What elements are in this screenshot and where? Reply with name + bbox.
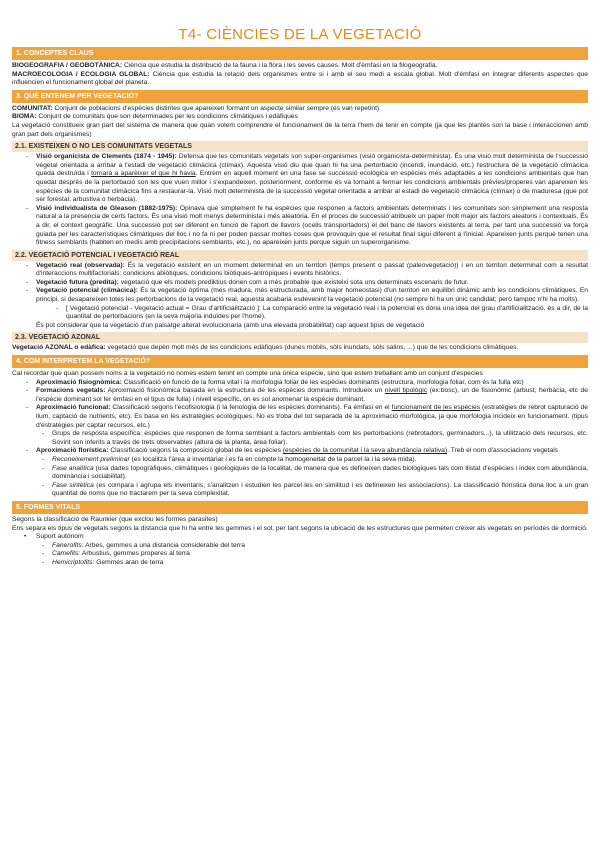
term-macroecology: MACROECOLOGIA / ECOLOGIA GLOBAL: [12, 70, 150, 78]
paragraph-azonal [12, 344, 588, 353]
note-altered-landscape: És pot considerar que la vegetació d'un paisatge alterat evolucionaria (amb una elevada probabilitat) cap aquest tipus de vegetació [36, 321, 425, 329]
list-item-floristic [12, 447, 588, 456]
section-header-vegetation: 3. QUÈ ENTENEM PER VEGETACIÓ? [12, 90, 588, 103]
term-fanerofits: Fanerofits: [52, 541, 84, 549]
text-clements: Defensa que les comunitats vegetals son super-organismes (visió organicista-determinista). És una visió molt determinista de l'successió vegetal orientada a arribar a l'estadi de vegetació climàcica (clímax). Aquesta visió diu que quan hi ha una pertorbació (incendi, inundació, etc.) l'estructura de la vegetació climàcica queda destruïda i [36, 153, 588, 178]
paragraph-biogeography [12, 62, 588, 71]
section-header-interpret: 4. COM INTERPRETEM LA VEGETACIÓ? [12, 355, 588, 368]
paragraph-interpret-intro: Cal recordar que quan possem noms a la vegetació no nomes estem tenint en compte una única especie, sino que estem treballant amb un conjunt d'especies [12, 370, 483, 378]
text-biome: Conjunt de comunitats que son determinades per les condicions climàtiques i edàfiques [36, 113, 298, 121]
term-analytic: Fase analítica [52, 464, 94, 472]
term-real-vegetation: Vegetació real (observada): [36, 261, 125, 269]
underline-functional: funcionament de les espècies [391, 404, 481, 412]
list-item-formations [12, 387, 588, 404]
paragraph-raunkier: Segons la classificació de Raunkier (que exclou les formes parasites) [12, 515, 218, 523]
term-biogeography: BIOGEOGRAFIA / GEOBOTÀNICA: [12, 62, 123, 69]
term-functional: Aproximació funcional: [36, 404, 111, 412]
bullet-autonomous-support: • Suport autònom [12, 533, 588, 542]
text-floristic: Classificació segons la composició global de les espècies [108, 447, 283, 455]
text-analytic: (usa dades topogràfiques, climàtiques i geològiques de la localitat, de manera que es defineixen dades biològiques tals com llistat d'espècies i index com abundància, dominància i sociabilitat). [52, 464, 588, 481]
term-preliminary: Reconeixement preliminar [52, 455, 130, 463]
page-title: T4- CIÈNCIES DE LA VEGETACIÓ [178, 26, 422, 43]
term-clements: Visió organicista de Clements (1874 - 1945): [36, 153, 177, 161]
paragraph-vegetation-system: La vegetació constitueix gran part del sistema de manera que quan volem comprendre el funcionament de la terra l'hem de tenir en compte (ja que les plantes son la base i interaccionen amb gran part dels organismes) [12, 121, 588, 138]
subsection-header-azonal: 2.3. VEGETACIÓ AZONAL [12, 332, 588, 343]
document-page [12, 0, 588, 568]
term-floristic: Aproximació florística: [36, 447, 109, 455]
term-future-vegetation: Vegetació futura (predita): [36, 278, 119, 286]
text-biogeography: Ciència que estudia la distribució de la fauna i la flora i les seves causes. Molt d'èmfasi en la filogeografia. [122, 62, 438, 69]
text-formations: Aproximació fisionòmica basada en la estructura de les espècies dominants. Introdueix un [105, 387, 385, 395]
term-potential-vegetation: Vegetació potencial (climàcica): [36, 287, 138, 295]
term-camefits: Camefits: [52, 550, 81, 558]
term-biome: BIOMA: [12, 113, 37, 121]
text-real-vegetation: És la vegetació existent en un moment determinat en un territori (temps present o passat (paleovegetació)) i en un territori determinat com a resultat d'interaccions multifactorials: condicions abiòtiques, condicions biòtiques-antròpiques i events històrics. [36, 261, 588, 278]
text-future-vegetation: vegetació que els models prediktius donen com a més probable que existeixi sota uns determinats escenaris de futur. [118, 278, 469, 286]
term-azonal: Vegetació AZONAL o edàfica: [12, 344, 106, 352]
text-preliminary: (es localitza l'àrea a inventariar i es fa en compte la homogeneitat de la parcel·la i la seva mida). [129, 455, 417, 463]
list-item-potential-vegetation [12, 287, 588, 304]
nested-item-hemicriptofits [12, 559, 588, 568]
text-fanerofits: Arbes, gemmes a una distancia considerable del terra [83, 541, 245, 549]
underline-formations: nivell tipològic [384, 387, 428, 395]
text-camefits: Arbustius, gemmes properes al terra [80, 550, 190, 558]
nested-item-preliminary [12, 456, 588, 465]
nested-item-camefits [12, 550, 588, 559]
text-community: Conjunt de poblacions d'espècies distintes que apareixen formant un aspecte similar sempre (és van repetint) [52, 104, 380, 112]
nested-item-fanerofits [12, 542, 588, 551]
section-header-life-forms: 5. FORMES VITALS [12, 501, 588, 514]
underline-clements: tornarà a aparèixer el que hi havia [91, 170, 196, 178]
list-item-gleason [12, 205, 588, 248]
underline-floristic: (espècies de la comunitat i la seva abundància relativa) [282, 447, 448, 455]
text-gleason: Opinava que simplement hi ha espècies que responen a factors ambientals determinats i les comunitats son simplement una resposta natural a la presencia de certs factors. És una visió molt menys determinista i més aleatòria. En el proces de successió atribueix un paper molt major als factors aleatoris i contextuals. És a dir, el context geogràfic. Una successió pot ser diferent en funció de l'aport de llavors (ocells transportadors) el del banc de llavors existents al terra, per tant una successió va força guiada per les característiques climàtiques del lloc i no fa ni per poden passar moltes coses que provoquin que el resultat final sigui diferent a l'inicial. Apareixen junts perquè tenen una fitness semblants (habiten en medis amb precipitacions semblants, etc.), no apareixen junts perque siguin un superorganisme. [36, 204, 588, 247]
text-potential-vegetation: És la vegetació òptima (més madura, més estructurada, amb major homeostasi) d'un territori en equilibri dinàmic amb les condicions climàtiques. En principi, si desapareixen totes les pertorbacions de la vegetació real, aquesta acabaria esdevenint la vegetació potencial (no sempre hi ha un únic candidat; però tampoc n'hi ha molts). [36, 287, 589, 304]
term-gleason: Visió individualista de Gleason (1882-1975): [36, 204, 178, 212]
text-azonal: vegetació que depèn molt més de les condicions edàfiques (dunes mòbils, sòls inundats, sòls salins, ...) que de les condicions climàtiques. [105, 344, 519, 352]
term-physiognomic: Aproximació fisiognòmica: [36, 378, 122, 386]
list-item-physiognomic [12, 379, 588, 388]
text-physiognomic: Classificació en funció de la forma vital i la morfologia foliar de les espècies dominants (estructura, morfologia foliar, com és la fulla etc) [121, 378, 524, 386]
subsection-header-potential-real: 2.2. VEGETACIÓ POTENCIAL I VEGETACIÓ REAL [12, 250, 588, 261]
nested-item-response-groups: - Grups de resposta específica: espècies que responen de forma semblant a factors ambientals com les pertorbacions (rebrotadors, germinadors...), la utilització dels recursos, etc. Sovint son inferits a través de trets observables (altura de la planta, àrea foliar). [12, 430, 588, 447]
subsection-header-communities: 2.1. EXISTEIXEN O NO LES COMUNITATS VEGETALS [12, 141, 588, 152]
nested-item-artificialization: - [ Vegetació potencial - Vegetació actual = Grau d'artificialització ]: La comparació entre la vegetació real i la potencial es dóna una idea del grau d'artificialització, és a dir, de la quantitat de pertorbacions (en la seva majoria induïdes per l'home). [12, 305, 588, 322]
paragraph-gemmes: Ens separa els tipus de vegetals segons la distancia que hi ha entre les gemmes i el sol, per tant segons la ubicació de les estructures que permeten créixer als vegetals en períodes de dormició. [12, 524, 588, 532]
paragraph-community [12, 105, 588, 114]
text-macroecology: Ciència que estudia la relació dels organismes entre si i amb el seu medi a escala global. Molt d'èmfasi en integrar diferents aspectes que influencien el funcionament global del planeta. [12, 70, 588, 87]
text-floristic-2: . Treb el nom d'associacions vegetals [447, 447, 559, 455]
section-header-concepts: 1. CONCEPTES CLAUS [12, 47, 588, 60]
term-hemicriptofits: Hemicriptofits: [52, 558, 95, 566]
paragraph-macroecology [12, 71, 588, 88]
list-item-clements [12, 153, 588, 205]
text-hemicriptofits: Gemmes aran de terra [94, 558, 164, 566]
nested-item-analytic [12, 465, 588, 482]
text-synthetic: (es compara i agrupa els inventaris, s'analitzen i estudien les parcel·les en similitud i es defineixen les associacions). La classificació florística dona lloc a un gran quantitat de noms que no tractarem per la seva complexitat. [52, 481, 589, 498]
text-formations-2: (ex:bosc), un de fisionòmic (arbust, herbàcia, etc de l'espècie dominant sol fer èmfasi en el tipus de fulla) i nivell específic, on es sol anomenar la espècie dominant. [36, 387, 588, 403]
list-item-real-vegetation [12, 262, 588, 279]
text-functional-2: (estratègies de rebrot capturació de llum, captació de nutrients, etc). Es basa en les estratègies ecològiques. No es troba del tot separada de la aproximació morfològica, ja que morfologia incideix en funcionament. (tipus d'estratègies per captar recursos, etc.) [36, 404, 588, 429]
text-clements-2: . Entrem en aquell moment en una fase se successió ecològica en espècies més adaptades a les condicions ambientals que han quedat després de la pertorbació son les que vuen millor i s'expandeixen. posteriorment, conforme és va tornant a fermar les condicions ambientals prèvies/properes van apareixen les espècies de la comunitat climàcica fins a restaurar-la. Visió molt determinista de la successió vegetal orientada a arribar al estadi de vegetació climàcica (clímax) o de maduresa (que pot ser forestal, arbustiva o herbàcia). [36, 170, 588, 204]
term-synthetic: Fase sintètica [52, 481, 94, 489]
list-item-functional [12, 404, 588, 430]
text-functional: Classificació segons l'ecofisiologia (i la fenologia de les espècies dominants). Fa èmfasi en el [110, 404, 392, 412]
paragraph-biome [12, 113, 588, 122]
term-formations: Formacions vegetals: [36, 387, 106, 395]
term-community: COMUNITAT: [12, 104, 53, 112]
nested-item-synthetic [12, 482, 588, 499]
